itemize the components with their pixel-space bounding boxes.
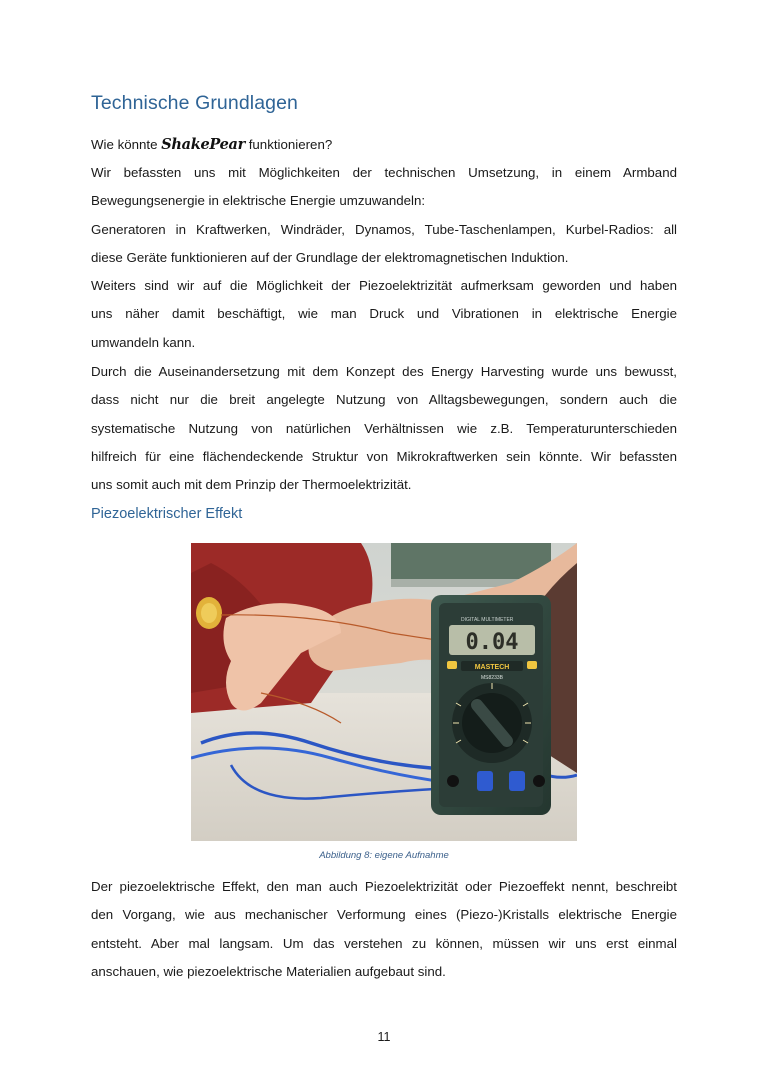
text-line: dass nicht nur die breit angelegte Nutzung von Alltagsbewegungen, sondern auch die [91,392,677,408]
question-before: Wie könnte [91,137,158,152]
text-line: Bewegungsenergie in elektrische Energie umzuwandeln: [91,193,426,209]
text-line: Wir befassten uns mit Möglichkeiten der technischen Umsetzung, in einem Armband [91,165,677,180]
generators-paragraph [91,216,677,273]
text-line: umwandeln kann. [91,334,196,350]
page-number: 11 [377,1030,391,1044]
text-line: uns näher damit beschäftigt, wie man Druck und Vibrationen in elektrische Energie [91,306,677,322]
intro-paragraph [91,159,677,216]
text-line: anschauen, wie piezoelektrische Materialien aufgebaut sind. [91,963,446,979]
meter-label: DIGITAL MULTIMETER [461,617,514,623]
text-line: systematische Nutzung von natürlichen Verhältnissen wie z.B. Temperaturunterschieden [91,420,677,436]
meter-display: 0.04 [465,630,519,655]
text-line: Weiters sind wir auf die Möglichkeit der Piezoelektrizität aufmerksam geworden und haben [91,278,677,293]
harvesting-paragraph [91,358,677,499]
question-after: funktionieren? [248,137,333,152]
text-line: Generatoren in Kraftwerken, Windräder, Dynamos, Tube-Taschenlampen, Kurbel-Radios: all [91,222,677,237]
multimeter-photo [191,543,577,841]
text-line: diese Geräte funktionieren auf der Grundlage der elektromagnetischen Induktion. [91,250,569,266]
figure-caption: Abbildung 8: eigene Aufnahme [319,850,449,861]
effect-paragraph [91,873,677,986]
meter-brand: MASTECH [474,664,510,671]
text-line: uns somit auch mit dem Prinzip der Thermoelektrizität. [91,477,412,493]
meter-model: MS8233B [481,675,503,681]
text-line: entsteht. Aber mal langsam. Um das verstehen zu können, müssen wir uns erst einmal [91,935,677,951]
section-heading: Technische Grundlagen [91,92,298,114]
text-line: Durch die Auseinandersetzung mit dem Konzept des Energy Harvesting wurde uns bewusst, [91,364,677,379]
text-line: hilfreich für eine flächendeckende Struktur von Mikrokraftwerken sein könnte. Wir befassten [91,448,677,464]
question-line [91,131,332,159]
subsection-heading: Piezoelektrischer Effekt [91,506,243,522]
brand-logotype: ShakePear [161,136,245,153]
text-line: Der piezoelektrische Effekt, den man auch Piezoelektrizität oder Piezoeffekt nennt, beschreibt [91,879,677,894]
piezo-paragraph [91,272,677,357]
text-line: den Vorgang, wie aus mechanischer Verformung eines (Piezo-)Kristalls elektrische Energie [91,907,677,923]
